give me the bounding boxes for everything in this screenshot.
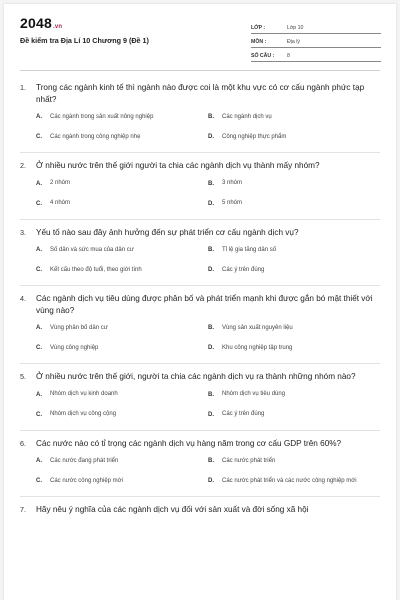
answer-option[interactable] bbox=[36, 389, 208, 401]
question-separator bbox=[20, 152, 380, 153]
question-7 bbox=[20, 504, 380, 516]
option-text: Các nước đang phát triển bbox=[50, 457, 119, 464]
option-text: Các ngành dịch vụ bbox=[222, 113, 272, 120]
answer-options bbox=[36, 322, 380, 354]
question-4 bbox=[20, 293, 380, 364]
option-text: Vùng công nghiệp bbox=[50, 344, 99, 351]
option-letter: B. bbox=[208, 180, 214, 187]
meta-row-subject bbox=[251, 34, 381, 48]
question-1 bbox=[20, 82, 380, 153]
answer-options bbox=[36, 389, 380, 421]
question-number: 3. bbox=[20, 227, 26, 237]
answer-option[interactable] bbox=[36, 322, 208, 334]
option-letter: A. bbox=[36, 325, 42, 331]
option-text: 2 nhóm bbox=[50, 180, 71, 187]
option-text: Nhóm dịch vụ công cộng bbox=[50, 411, 117, 418]
answer-option[interactable] bbox=[36, 342, 208, 354]
question-header bbox=[20, 504, 380, 516]
meta-value: Lớp 10 bbox=[287, 25, 304, 31]
option-text: Vùng sản xuất nguyên liệu bbox=[222, 324, 293, 331]
answer-option[interactable] bbox=[36, 475, 208, 487]
option-text: Các ngành trong sản xuất nông nghiệp bbox=[50, 113, 154, 120]
answer-option[interactable] bbox=[208, 178, 380, 190]
question-header bbox=[20, 438, 380, 450]
question-separator bbox=[20, 285, 380, 286]
option-letter: A. bbox=[36, 114, 42, 120]
meta-label: SỐ CÂU : bbox=[251, 53, 275, 59]
answer-option[interactable] bbox=[36, 111, 208, 123]
option-letter: A. bbox=[36, 458, 42, 464]
question-header bbox=[20, 82, 380, 105]
answer-options bbox=[36, 178, 380, 210]
option-letter: C. bbox=[36, 200, 42, 207]
question-number: 4. bbox=[20, 294, 26, 303]
option-letter: C. bbox=[36, 134, 42, 140]
question-header bbox=[20, 227, 380, 239]
question-text: Yếu tố nào sau đây ảnh hưởng đến sự phát triển cơ cấu ngành dịch vụ? bbox=[36, 227, 299, 237]
option-text: Các ý trên đúng bbox=[222, 266, 265, 273]
question-number: 1. bbox=[20, 83, 26, 92]
meta-row-question-count bbox=[251, 48, 381, 62]
answer-option[interactable] bbox=[36, 409, 208, 421]
question-header bbox=[20, 293, 380, 316]
option-text: Các nước công nghiệp mới bbox=[50, 477, 123, 484]
answer-option[interactable] bbox=[36, 455, 208, 467]
answer-option[interactable] bbox=[208, 131, 380, 143]
option-text: Các nước phát triển bbox=[222, 457, 276, 464]
option-letter: B. bbox=[208, 325, 214, 331]
option-text: Công nghiệp thực phẩm bbox=[222, 133, 287, 140]
question-number: 7. bbox=[20, 505, 26, 514]
option-text: Khu công nghiệp tập trung bbox=[222, 344, 293, 351]
option-letter: D. bbox=[208, 134, 214, 140]
question-text: Hãy nêu ý nghĩa của các ngành dịch vụ đối với sản xuất và đời sống xã hội bbox=[36, 505, 309, 514]
answer-option[interactable] bbox=[208, 264, 380, 276]
option-text: 5 nhóm bbox=[222, 200, 243, 207]
meta-value: 8 bbox=[287, 53, 290, 59]
question-text: Ở nhiều nước trên thế giới người ta chia các ngành dịch vụ thành mấy nhóm? bbox=[36, 161, 320, 170]
option-text: Các nước phát triển và các nước công nghiệp mới bbox=[222, 477, 357, 484]
answer-option[interactable] bbox=[36, 244, 208, 256]
question-text: Trong các ngành kinh tế thì ngành nào được coi là một khu vực có cơ cấu ngành phức tạp nhất? bbox=[36, 83, 365, 104]
question-text: Ở nhiều nước trên thế giới, người ta chia các ngành dịch vụ ra thành những nhóm nào? bbox=[36, 372, 356, 381]
answer-options bbox=[36, 455, 380, 487]
document-title: Đề kiểm tra Địa Lí 10 Chương 9 (Đề 1) bbox=[20, 36, 149, 45]
meta-row-class bbox=[251, 20, 381, 34]
option-text: Số dân và sức mua của dân cư bbox=[50, 246, 134, 253]
option-text: Nhóm dịch vụ kinh doanh bbox=[50, 391, 118, 398]
meta-label: MÔN : bbox=[251, 39, 267, 45]
option-letter: B. bbox=[208, 458, 214, 464]
question-6 bbox=[20, 438, 380, 498]
option-text: Các ngành trong công nghiệp nhẹ bbox=[50, 133, 141, 140]
question-separator bbox=[20, 496, 380, 497]
answer-option[interactable] bbox=[36, 264, 208, 276]
option-letter: C. bbox=[36, 267, 42, 273]
question-text: Các nước nào có tỉ trọng các ngành dịch vụ hàng năm trong cơ cấu GDP trên 60%? bbox=[36, 438, 342, 448]
answer-options bbox=[36, 111, 380, 143]
meta-info bbox=[251, 20, 381, 62]
option-letter: C. bbox=[36, 478, 42, 484]
logo-main: 2048 bbox=[20, 15, 52, 31]
logo-suffix: .vn bbox=[52, 24, 63, 30]
document-page bbox=[4, 4, 396, 600]
question-number: 5. bbox=[20, 372, 26, 381]
answer-option[interactable] bbox=[208, 322, 380, 334]
document-header bbox=[4, 4, 396, 74]
option-text: Kết cấu theo độ tuổi, theo giới tính bbox=[50, 266, 142, 273]
answer-options bbox=[36, 244, 380, 276]
option-letter: A. bbox=[36, 247, 42, 253]
answer-option[interactable] bbox=[208, 409, 380, 421]
answer-option[interactable] bbox=[208, 111, 380, 123]
answer-option[interactable] bbox=[36, 178, 208, 190]
option-letter: C. bbox=[36, 411, 42, 418]
question-5 bbox=[20, 371, 380, 431]
option-letter: B. bbox=[208, 391, 214, 398]
meta-label: LỚP : bbox=[251, 25, 266, 31]
question-number: 2. bbox=[20, 161, 26, 170]
option-text: 4 nhóm bbox=[50, 200, 71, 207]
question-header bbox=[20, 371, 380, 383]
option-letter: A. bbox=[36, 391, 42, 398]
question-list bbox=[20, 82, 380, 523]
question-number: 6. bbox=[20, 438, 26, 448]
answer-option[interactable] bbox=[208, 455, 380, 467]
header-divider bbox=[20, 70, 380, 71]
option-letter: D. bbox=[208, 200, 214, 207]
option-text: Các ý trên đúng bbox=[222, 411, 265, 418]
option-letter: D. bbox=[208, 345, 214, 351]
answer-option[interactable] bbox=[208, 475, 380, 487]
answer-option[interactable] bbox=[208, 389, 380, 401]
option-text: Tỉ lệ gia tăng dân số bbox=[222, 246, 277, 253]
answer-option[interactable] bbox=[208, 342, 380, 354]
option-letter: B. bbox=[208, 114, 214, 120]
option-letter: D. bbox=[208, 478, 214, 484]
question-separator bbox=[20, 430, 380, 431]
option-letter: C. bbox=[36, 345, 42, 351]
answer-option[interactable] bbox=[36, 131, 208, 143]
option-text: Nhóm dịch vụ tiêu dùng bbox=[222, 391, 286, 398]
option-text: 3 nhóm bbox=[222, 180, 243, 187]
answer-option[interactable] bbox=[36, 198, 208, 210]
option-letter: A. bbox=[36, 180, 42, 187]
question-2 bbox=[20, 160, 380, 220]
option-letter: D. bbox=[208, 411, 214, 418]
question-separator bbox=[20, 219, 380, 220]
option-letter: D. bbox=[208, 267, 214, 273]
option-text: Vùng phân bố dân cư bbox=[50, 324, 108, 331]
question-separator bbox=[20, 363, 380, 364]
question-3 bbox=[20, 227, 380, 287]
question-text: Các ngành dịch vụ tiêu dùng được phân bố và phát triển mạnh khi được gắn bó mật thiết với vùng nào? bbox=[36, 294, 373, 315]
meta-value: Địa lý bbox=[287, 39, 300, 45]
question-header bbox=[20, 160, 380, 172]
option-letter: B. bbox=[208, 247, 214, 253]
site-logo[interactable] bbox=[20, 15, 62, 31]
answer-option[interactable] bbox=[208, 244, 380, 256]
answer-option[interactable] bbox=[208, 198, 380, 210]
